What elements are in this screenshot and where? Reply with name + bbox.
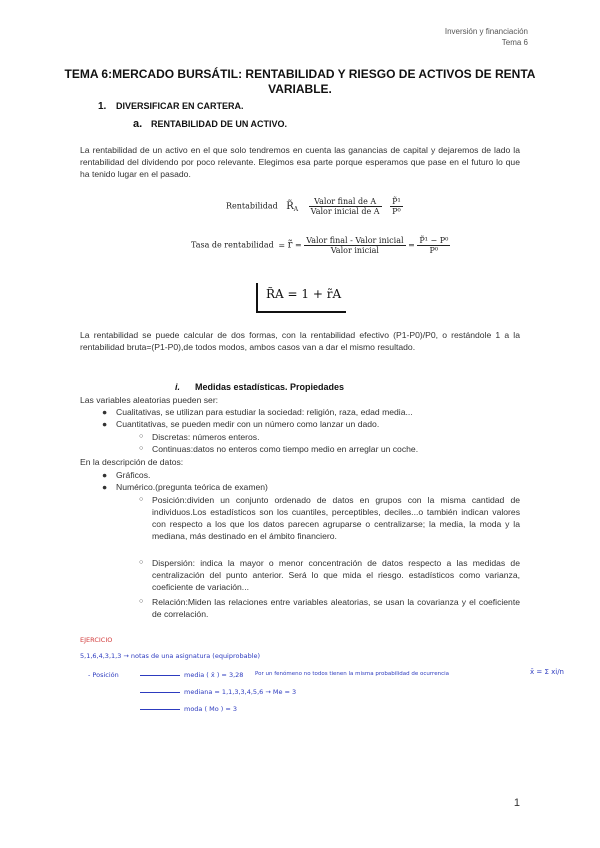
handwritten-media-note: Por un fenómeno no todos tienen la misma probabilidad de ocurrencia <box>255 671 449 677</box>
subsection-label: RENTABILIDAD DE UN ACTIVO. <box>151 119 287 129</box>
intro-paragraph: La rentabilidad de un activo en el que solo tendremos en cuenta las ganancias de capital y dejaremos de lado la rentabilidad del dividendo por poco relevante. Elegimos esa parte porque esperamos que pase en el futuro lo que ha tenido lugar en el pasado. <box>80 145 520 179</box>
description-intro: En la descripción de datos: <box>80 457 184 467</box>
quantitative-type-text: Continuas:datos no enteros como tiempo medio en arreglar un coche. <box>152 444 419 454</box>
handwritten-line: 5,1,6,4,3,1,3 → notas de una asignatura (equiprobable) <box>80 652 261 660</box>
variable-text: Cualitativas, se utilizan para estudiar la sociedad: religión, raza, edad media... <box>116 407 413 417</box>
formula1-num-text: Valor final de A <box>309 197 382 207</box>
handwritten-moda-text: moda ( Mo ) = 3 <box>184 705 237 713</box>
formula1-fraction-text <box>309 197 382 216</box>
quantitative-type-text: Discretas: números enteros. <box>152 432 260 442</box>
formula2-num-sym: P̃¹ − P⁰ <box>419 236 449 245</box>
handwritten-posicion: - Posición <box>88 671 119 679</box>
subsection-number: a. <box>133 118 143 130</box>
section-number: 1. <box>98 101 107 112</box>
formula2-label: Tasa de rentabilidad <box>191 240 274 250</box>
page-number: 1 <box>513 797 520 809</box>
formula1-den-sym: P⁰ <box>392 207 401 216</box>
handwritten-media <box>140 671 243 679</box>
paragraph-rentabilidad: La rentabilidad se puede calcular de dos formas, con la rentabilidad efectivo (P1-P0)/P0, o restándole 1 a la rentabilidad bruta=(P1-P0),de todos modos, ambos casos van a dar el mismo resultado. <box>80 330 520 352</box>
variable-item: ● Cuantitativas, se pueden medir con un número como lanzar un dado. <box>102 419 380 429</box>
subsection-heading-a <box>133 118 287 130</box>
header-topic: Tema 6 <box>501 38 528 47</box>
variable-text: Cuantitativas, se pueden medir con un número como lanzar un dado. <box>116 419 380 429</box>
formula2-fraction-text <box>304 236 405 255</box>
description-text: Gráficos. <box>116 470 151 480</box>
formula2-fraction-sym <box>417 236 450 255</box>
formula1-den-text: Valor inicial de A <box>310 207 380 216</box>
variable-item: ● Cualitativas, se utilizan para estudiar la sociedad: religión, raza, edad media... <box>102 407 413 417</box>
numeric-item-posicion: ○ Posición:dividen un conjunto ordenado de datos en grupos con la misma cantidad de individuos.Los estadísticos son los cuantiles, perceptibles, deciles...o también indican valores con respecto a los que los datos parecen agruparse o centralizarse; la media, la moda y la mediana, más destinado en el ámbito financiero. <box>139 495 520 541</box>
header-course: Inversión y financiación <box>444 27 528 36</box>
quantitative-type: ○ Continuas:datos no enteros como tiempo medio en arreglar un coche. <box>139 444 419 454</box>
description-text: Numérico.(pregunta teórica de examen) <box>116 482 268 492</box>
formula1-label: Rentabilidad <box>226 201 278 211</box>
handwritten-media-text: media ( x̄ ) = 3,28 <box>184 671 244 679</box>
subsection-i-number: i. <box>175 382 181 392</box>
formula2-den-sym: P⁰ <box>429 246 439 255</box>
formula1-symbol: R̃ <box>286 200 294 212</box>
section-label: DIVERSIFICAR EN CARTERA. <box>116 101 244 111</box>
handwritten-mediana <box>140 688 296 696</box>
description-item: ● Gráficos. <box>102 470 151 480</box>
boxed-formula <box>256 283 346 313</box>
formula-tasa-rentabilidad: Tasa de rentabilidad = r̃ = $\frac{\text{Valor final - Valor inicial}}{\text{Valor inicial}}$ = $\frac{\text{P̃¹ − P⁰}}{\text{P⁰}}$ <box>191 236 449 255</box>
handwritten-media-formula: x̄ = Σ xi/n <box>530 668 564 676</box>
handwritten-moda <box>140 705 237 713</box>
quantitative-type: ○ Discretas: números enteros. <box>139 432 260 442</box>
description-item: ● Numérico.(pregunta teórica de examen) <box>102 482 268 492</box>
numeric-item-dispersion: ○ Dispersión: indica la mayor o menor concentración de datos respecto a las medidas de centralización del punto anterior. Será lo que mida el riesgo. estadísticos como varianza, coeficiente de variación... <box>139 558 520 592</box>
variables-intro: Las variables aleatorias pueden ser: <box>80 395 219 405</box>
formula2-symbol: r̃ <box>287 239 293 251</box>
numeric-item-text: Relación:Miden las relaciones entre variables aleatorias, se usan la covarianza y el coeficiente de correlación. <box>152 597 520 619</box>
numeric-item-relacion: ○ Relación:Miden las relaciones entre variables aleatorias, se usan la covarianza y el coeficiente de correlación. <box>139 597 520 619</box>
subsection-i-label: Medidas estadísticas. Propiedades <box>195 382 345 392</box>
formula2-num-text: Valor final - Valor inicial <box>306 236 404 245</box>
formula1-sub: A <box>293 206 299 214</box>
section-heading-1 <box>98 101 244 112</box>
formula1-num-sym: P̃¹ <box>392 197 401 206</box>
handwritten-exercise-label: EJERCICIO <box>80 636 113 644</box>
formula2-den-text: Valor inicial <box>330 246 379 255</box>
numeric-item-text: Dispersión: indica la mayor o menor concentración de datos respecto a las medidas de centralización del punto anterior. Será lo que mida el riesgo. estadísticos como varianza, coeficiente de variación... <box>152 558 520 592</box>
subsection-heading-i <box>175 382 344 392</box>
formula-rentabilidad <box>226 197 403 216</box>
document-title: TEMA 6:MERCADO BURSÁTIL: RENTABILIDAD Y RIESGO DE ACTIVOS DE RENTA VARIABLE. <box>64 67 536 96</box>
formula3: R̃A = 1 + r̃A <box>266 287 342 301</box>
formula1-fraction-sym <box>390 197 403 216</box>
running-header <box>445 26 528 48</box>
handwritten-mediana-text: mediana = 1,1,3,3,4,5,6 → Me = 3 <box>184 688 297 696</box>
numeric-item-text: Posición:dividen un conjunto ordenado de datos en grupos con la misma cantidad de individuos.Los estadísticos son los cuantiles, perceptibles, deciles...o también indican valores con respecto a los que los datos parecen agruparse o centralizarse; la media, la moda y la mediana, más destinado en el ámbito financiero. <box>152 495 520 541</box>
